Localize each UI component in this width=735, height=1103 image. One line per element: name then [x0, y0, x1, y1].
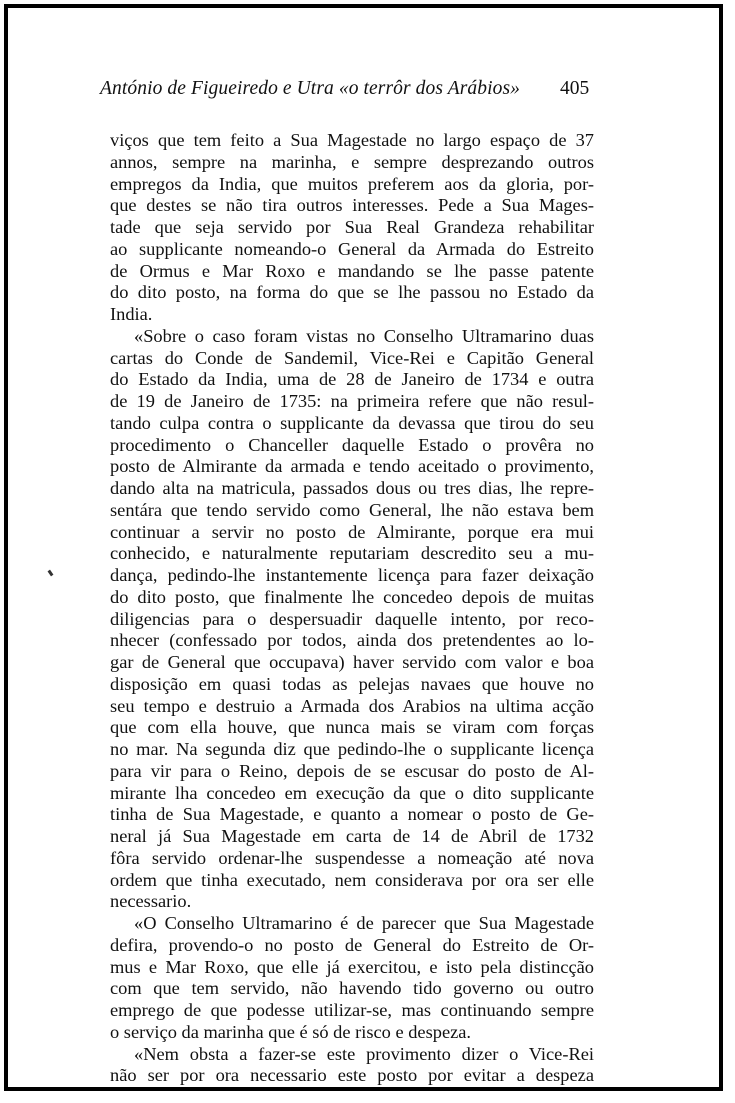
text-line: diligencias para o despersuadir daquelle intento, por reco-	[110, 608, 594, 629]
text-line: nhecer (confessado por todos, ainda dos pretendentes ao lo-	[110, 630, 594, 651]
text-line: «Nem obsta a fazer-se este provimento dizer o Vice-Rei	[134, 1043, 594, 1064]
text-line: posto de Almirante da armada e tendo aceitado o provimento,	[110, 456, 594, 477]
text-line: continuar a servir no posto de Almirante, porque era mui	[110, 521, 594, 542]
text-line: sentára que tendo servido como General, lhe não estava bem	[110, 499, 594, 520]
text-line: não ser por ora necessario este posto por evitar a despeza	[110, 1065, 594, 1086]
text-line: annos, sempre na marinha, e sempre desprezando outros	[110, 151, 594, 172]
text-line: mus e Mar Roxo, que elle já exercitou, e isto pela distincção	[110, 956, 594, 977]
text-line: mirante lha concedeo em execução da que o dito supplicante	[110, 782, 594, 803]
text-line: «Sobre o caso foram vistas no Conselho Ultramarino duas	[134, 325, 594, 346]
text-line: que com ella houve, que nunca mais se viram com forças	[110, 717, 594, 738]
print-speck	[48, 570, 54, 577]
text-line: seu tempo e destruio a Armada dos Arabios na ultima acção	[110, 695, 594, 716]
text-line: viços que tem feito a Sua Magestade no largo espaço de 37	[110, 130, 594, 150]
text-line: procedimento o Chanceller daquelle Estado o provêra no	[110, 434, 594, 455]
text-line: o serviço da marinha que é só de risco e despeza.	[110, 1021, 472, 1042]
body-text	[110, 130, 594, 1087]
text-line: de Ormus e Mar Roxo e mandando se lhe passe patente	[110, 260, 594, 281]
running-title: António de Figueiredo e Utra «o terrôr dos Arábios»	[100, 78, 520, 99]
page-number: 405	[560, 78, 590, 99]
text-line: para vir para o Reino, depois de se escusar do posto de Al-	[110, 760, 594, 781]
text-line: do dito posto, que finalmente lhe concedeo depois de muitas	[110, 586, 594, 607]
text-line: dando alta na matricula, passados dous ou tres dias, lhe repre-	[110, 478, 594, 498]
text-line: tade que seja servido por Sua Real Grandeza rehabilitar	[110, 217, 594, 237]
text-line: tando culpa contra o supplicante da devassa que tirou do seu	[110, 412, 594, 433]
text-line: ordem que tinha executado, nem considerava por ora ser elle	[110, 869, 594, 890]
text-line: cartas do Conde de Sandemil, Vice-Rei e Capitão General	[110, 347, 594, 368]
text-line: tinha de Sua Magestade, e quanto a nomear o posto de Ge-	[110, 804, 594, 825]
text-line: no mar. Na segunda diz que pedindo-lhe o supplicante licença	[110, 739, 594, 759]
text-line: conhecido, e naturalmente reputariam descredito seu a mu-	[110, 543, 594, 564]
text-line: que destes se não tira outros interesses. Pede a Sua Mages-	[110, 195, 594, 216]
text-line: ao supplicante nomeando-o General da Armada do Estreito	[110, 238, 594, 259]
text-line: do dito posto, na forma do que se lhe passou no Estado da	[110, 282, 594, 303]
text-line: India.	[110, 304, 153, 324]
text-line: necessario.	[110, 891, 192, 912]
text-line: gar de General que occupava) haver servido com valor e boa	[110, 652, 594, 672]
text-line: fôra servido ordenar-lhe suspendesse a nomeação até nova	[110, 847, 594, 868]
text-line: «O Conselho Ultramarino é de parecer que Sua Magestade	[134, 913, 594, 933]
text-line: disposição em quasi todas as pelejas navaes que houve no	[110, 673, 594, 694]
text-line: empregos da India, que muitos preferem aos da gloria, por-	[110, 173, 594, 194]
text-line: neral já Sua Magestade em carta de 14 de Abril de 1732	[110, 826, 594, 846]
text-line: defira, provendo-o no posto de General do Estreito de Or-	[110, 934, 594, 955]
text-line: dança, pedindo-lhe instantemente licença para fazer deixação	[110, 565, 594, 585]
text-line: de 19 de Janeiro de 1735: na primeira refere que não resul-	[110, 391, 594, 411]
text-line: emprego de que podesse utilizar-se, mas continuando sempre	[110, 1000, 594, 1020]
text-line: com que tem servido, não havendo tido governo ou outro	[110, 978, 594, 999]
text-line: do Estado da India, uma de 28 de Janeiro de 1734 e outra	[110, 369, 594, 390]
